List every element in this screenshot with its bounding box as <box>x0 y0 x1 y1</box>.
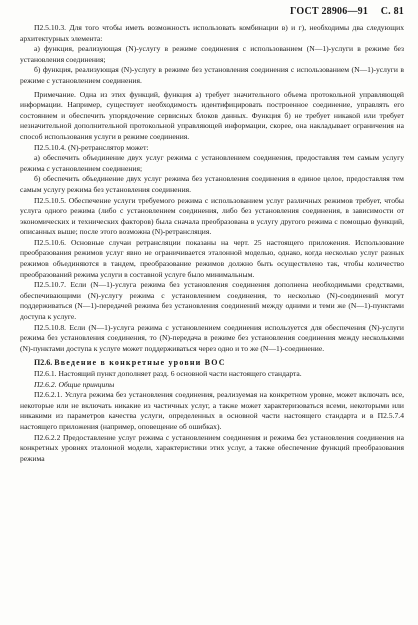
standard-number: ГОСТ 28906—91 <box>290 6 369 17</box>
subheading-text: П2.6.2. Общие принципы <box>34 379 115 389</box>
section-number: П2.6. <box>34 358 53 368</box>
paragraph: П2.5.10.5. Обеспечение услуги требуемого режима с использованием услуг различных режимов требует, чтобы услуга одного режима (либо с установлением соединения, либо без установления соединения, в зависимости от экономических и технических факторов) была сначала преобразована в услугу другого режима с помощью функций, описанных выше; после этого возможна (N)-ретрансляция. <box>20 195 404 237</box>
paragraph: П2.6.1. Настоящий пункт дополняет разд. 6 основной части настоящего стандарта. <box>34 369 302 378</box>
paragraph: П2.6.2.2 Предоставление услуг режима с установлением соединения и режима без установления соединения на конкретных уровнях эталонной модели, характеристики этих услуг, а также обеспечение функций преобразования режима <box>20 432 404 463</box>
paragraph: П2.5.10.3. Для того чтобы иметь возможность использовать комбинации в) и г), необходимы два следующих архитектурных элемента: <box>20 23 404 43</box>
paragraph: а) функция, реализующая (N)-услугу в режиме соединения с использованием (N—1)-услуги в режиме без установления соединения; <box>20 44 404 64</box>
paragraph: б) функция, реализующая (N)-услугу в режиме без установления соединения с использованием (N—1)-услуги в режиме с установлением соединения. <box>20 65 404 85</box>
subheading <box>20 380 404 391</box>
note-paragraph: Примечание. Одна из этих функций, функция а) требует значительного объема протокольной управляющей информации. Например, существует необходимость идентифицировать построенное соединение, управлять его состоянием и обеспечить упорядочение сервисных блоков данных. Функция б) не требует никакой или требует незначительной дополнительной протокольной управляющей информации, скорее, она накладывает ограничения на способ использования услуги в режиме соединения. <box>20 89 404 141</box>
paragraph: П2.5.10.8. Если (N—1)-услуга режима с установлением соединения используется для обеспечения (N)-услуги режима без установления соединения, то (N)-передача в режиме без установления соединения между несколькими (N)-пунктами доступа к услуге может поддерживаться через одно и то же (N—1)-соединение. <box>20 322 404 353</box>
section-title: Введение в конкретные уровни ВОС <box>54 358 226 368</box>
page-header <box>20 6 404 20</box>
paragraph: б) обеспечить объединение двух услуг режима без установления соединения в единое целое, предоставляя тем самым услугу режима без установления соединения. <box>20 174 404 194</box>
paragraph: П2.5.10.4. (N)-ретранслятор может: <box>34 142 149 152</box>
page-number: С. 81 <box>380 6 404 17</box>
paragraph: П2.5.10.7. Если (N—1)-услуга режима без установления соединения дополнена необходимыми средствами, обеспечивающими (N)-услугу режима с установлением соединения, то несколько (N)-соединений могут поддерживаться (N—1)-передачей режима без установления соединений между одними и теми же (N—1)-пунктами доступа к услуге. <box>20 280 404 322</box>
section-heading <box>20 358 404 369</box>
paragraph: П2.6.2.1. Услуга режима без установления соединения, реализуемая на конкретном уровне, может включать все, некоторые или не включать никакие из частичных услуг, а также может характеризоваться всеми, некоторыми или никакими из параметров качества услуги, определенных в основной части настоящего стандарта и в П2.5.7.4 настоящего приложения (например, оповещение об ошибках). <box>20 390 404 431</box>
paragraph: а) обеспечить объединение двух услуг режима с установлением соединения, предоставляя тем самым услугу режима с установлением соединения; <box>20 153 404 173</box>
paragraph: П2.5.10.6. Основные случаи ретрансляции показаны на черт. 25 настоящего приложения. Использование преобразования режимов услуг явно не ограничивается эталонной моделью, однако, когда несколько услуг разных режимов объединяются в тандем, преобразование режимов должно быть осуществлено так, чтобы количество преобразований режима услуги в составной услуге было минимальным. <box>20 237 404 279</box>
